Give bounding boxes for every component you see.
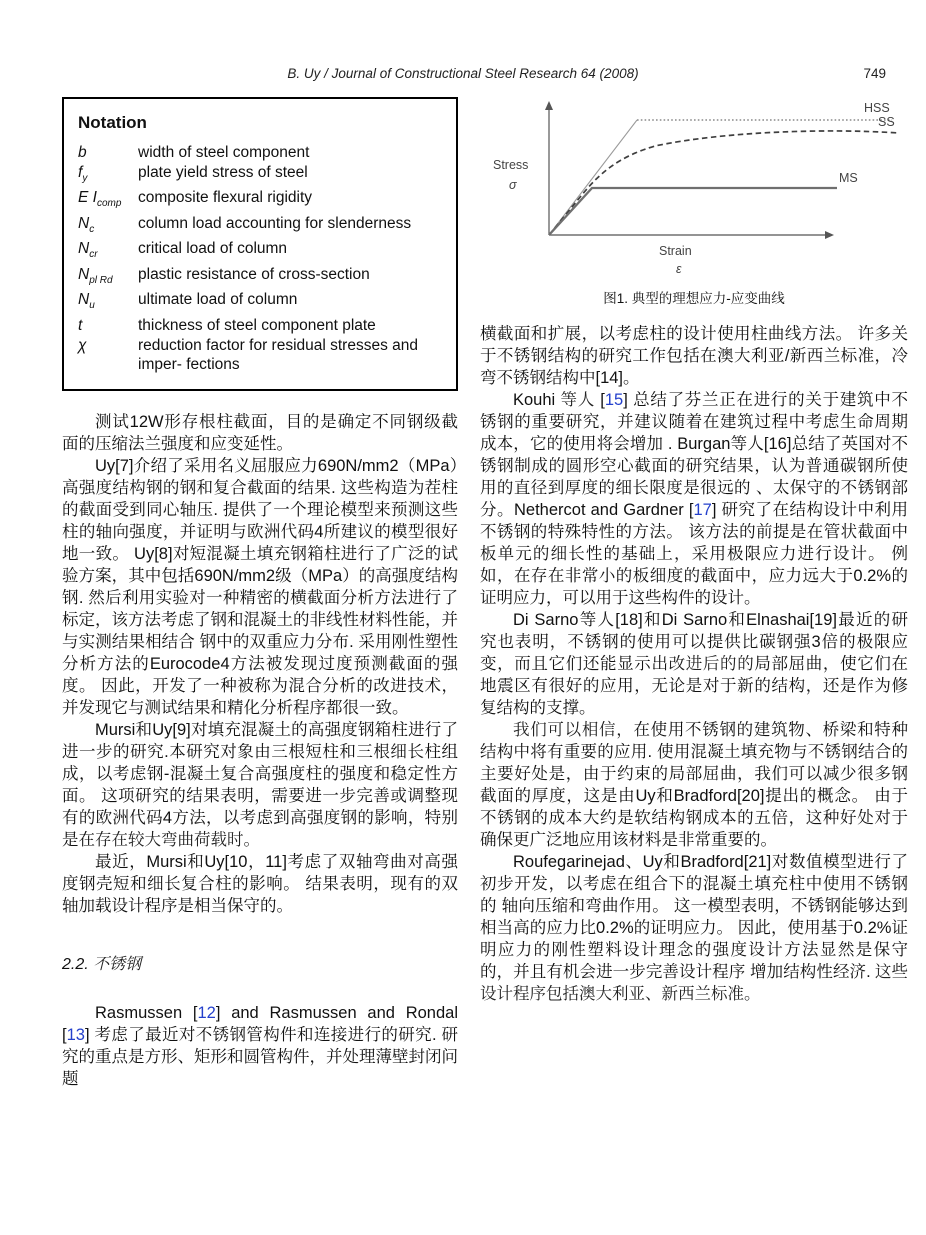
text-run: ] 研究了在结构设计中利用不锈钢的特殊特性的方法。 该方法的前提是在管状截面中板单元的细长性的基础上，采用极限应力进行设计。 例如，在存在非常小的板细度的截面中，应力远大于0.2%的证明应力，可以用于这些构件的设计。 — [480, 501, 909, 607]
page-header — [0, 66, 926, 86]
curve-label-ms: MS — [839, 171, 858, 185]
journal-running-title: B. Uy / Journal of Constructional Steel Research 64 (2008) — [287, 66, 639, 81]
text-run: 测试12W形存根柱截面，目的是确定不同钢级截面的压缩法兰强度和应变延性。 — [62, 412, 458, 453]
curve-label-hss: HSS — [864, 101, 890, 115]
paragraph — [62, 851, 458, 917]
notation-entries — [78, 143, 444, 375]
reference-link[interactable]: 13 — [66, 1025, 85, 1044]
serif-text-run: 等人 — [560, 390, 595, 409]
reference-link[interactable]: 15 — [604, 391, 624, 409]
text-run: Roufegarinejad、Uy和Bradford[21]对数值模型进行了初步开发，以考虑在组合下的混凝土填充柱中使用不锈钢的 轴向压缩和弯曲作用。 这一模型表明，不锈钢能够达到相当高的应力比0.2%的证明应力。 因此，使用基于0.2%证明应力的刚性塑料设计理念的强度设计方法显然是保守的，并且有机会进一步完善设计程序 增加结构性经济. — [480, 853, 908, 981]
text-run: Mursi和Uy[9]对填充混凝土的高强度钢箱柱进行了进一步的研究.本研究对象由三根短柱和三根细长柱组成，以考虑钢-混凝土复合高强度柱的强度和稳定性方面。 这项研究的结果表明，需要进一步完善或调整现有的欧洲代码4方法，以考虑到高强度钢的影响，特别是在 — [62, 720, 458, 849]
section-title: 不锈钢 — [93, 955, 142, 973]
x-axis-symbol: ε — [676, 262, 682, 276]
text-run: ] and Rasmussen and Rondal [ — [62, 1003, 458, 1044]
text-run: 在使用不锈钢的建筑物、桥梁和特种结构中将有重要的应用. 使用混凝土填充物与不锈钢结合的主要好处是，由于约束的局部屈曲，我们可以减少很多钢截面的厚度，这是由Uy和Bradford[20]提出的概念。 由于不锈钢的成本大约是软结构钢成本的五倍，这种好处对于确保更广泛地应用该材料是非常重要的。 — [480, 721, 909, 849]
serif-text-run: 我们可以相信， — [513, 720, 634, 739]
paragraph — [480, 851, 908, 1005]
notation-symbol: b — [78, 144, 87, 161]
right-paragraphs — [480, 323, 908, 1005]
notation-symbol: $N_{pl Rd}$ — [78, 265, 113, 286]
paragraph — [480, 719, 908, 851]
notation-entry — [78, 336, 444, 375]
curve-label-ss: SS — [878, 115, 895, 129]
notation-entry — [78, 163, 444, 189]
paragraph — [62, 411, 458, 455]
notation-definition: column load accounting for slenderness — [138, 214, 412, 232]
text-run: Kouhi — [513, 391, 561, 409]
reference-link[interactable]: 12 — [197, 1003, 216, 1022]
notation-symbol: χ — [78, 336, 87, 354]
text-run: 局部屈曲，使它们在地震区有很好的应用，无论是对于新的结构，还是作为修复结构的支撑。 — [480, 655, 909, 717]
serif-text-run: 存在较大弯曲荷载时。 — [95, 829, 260, 849]
notation-definition: reduction factor for residual stresses and imper- fections — [138, 336, 418, 374]
notation-definition: plastic resistance of cross-section — [138, 265, 370, 283]
notation-symbol: $N_{cr}$ — [78, 240, 98, 261]
paragraph — [480, 323, 908, 389]
text-run: Uy[7]介绍了采用名义屈服应力690N/mm2（MPa）高强度结构钢的钢和复合截面的结果. 这些构造为茬柱的截面受到同心轴压. 提供了一个理论模型来预测这些柱的轴向强度，并证明与欧洲代码4所建议的模型很好地一致。 Uy[8]对短混凝土填充钢箱柱进行了广泛的试验方案，其中包括690N/mm2级（MPa）的高强度结构钢. 然后利用实验对一种精密的横截面分析方法进行了标定，该方法考虑了钢和混凝土的非线性材料性能，并与实测结果相结合 钢中的双重应力分布. 采用刚性塑性分析方法的Eurocode4方法被发现过度预测截面的强度。 因此，开发了一种被称为混合分析的改进技术，并发现它与测试结果和精化分析程序都很一致。 — [62, 456, 458, 717]
x-axis-arrow-icon — [825, 231, 834, 239]
page-number: 749 — [863, 66, 886, 81]
reference-link[interactable]: 17 — [693, 501, 712, 519]
left-paragraphs — [62, 411, 458, 917]
notation-symbol: $N_c$ — [78, 214, 95, 235]
ms-curve — [549, 188, 837, 235]
notation-definition: ultimate load of column — [138, 291, 298, 309]
notation-entry — [78, 143, 444, 163]
two-column-content — [62, 97, 908, 1090]
y-axis-label: Stress — [493, 158, 529, 172]
figure-1 — [471, 97, 917, 307]
section-heading — [62, 951, 458, 974]
text-run: Di Sarno等人[18]和Di Sarno和Elnashai[19]最近的研究也表明，不锈钢的使用可以提供比碳钢强3倍的极限应变，而且它们还能显示出 — [480, 611, 908, 673]
section-number: 2.2. — [62, 955, 89, 973]
notation-symbol: E $I_{comp}$ — [78, 189, 122, 210]
y-axis-arrow-icon — [545, 101, 553, 110]
notation-entry — [78, 265, 444, 291]
serif-text-run: 这些设计程序包括澳大利亚、新西兰标准。 — [480, 962, 908, 1003]
text-run: [ — [594, 391, 605, 409]
left-paragraphs-after-heading — [62, 1002, 458, 1090]
right-column — [480, 97, 908, 1005]
paragraph — [480, 609, 908, 719]
notation-box — [62, 97, 458, 391]
notation-entry — [78, 188, 444, 214]
notation-symbol: $N_u$ — [78, 291, 95, 312]
notation-definition: width of steel component — [138, 144, 310, 161]
notation-entry — [78, 239, 444, 265]
notation-definition: critical load of column — [138, 240, 288, 258]
serif-text-run: 改进后的的 — [668, 654, 755, 673]
figure-caption: 图1. 典型的理想应力-应变曲线 — [603, 291, 785, 306]
notation-title: Notation — [78, 113, 147, 132]
text-run: 横截面和扩展，以考虑柱的设计使用柱曲线方法。 许多关于不锈钢结构的研究工作包括在澳大利亚/新西兰标准，冷弯不锈钢结构中[14]。 — [480, 325, 908, 387]
notation-symbol: $f_y$ — [78, 163, 88, 184]
paragraph — [480, 389, 908, 609]
paragraph — [62, 1002, 458, 1090]
notation-definition: composite flexural rigidity — [138, 189, 313, 207]
text-run: ] 总结了芬兰正在进行的关于建筑中不锈钢的重要研究，并建议随着在建筑过程中考虑生命周期成本，它的使用将会增加 . Burgan等人[16]总结了英国对不锈钢制成的圆形空心截面的研究结果，认为普通碳钢所使用的直径到厚度的细长限度是很远的 、太保守的不锈钢部分。Nethercot and Gardner [ — [480, 391, 909, 519]
paragraph — [62, 455, 458, 719]
notation-definition: thickness of steel component plate — [138, 317, 376, 335]
notation-symbol: t — [78, 317, 83, 335]
paragraph — [62, 719, 458, 851]
text-run: Rasmussen [ — [95, 1003, 198, 1022]
x-axis-label: Strain — [659, 244, 692, 258]
left-column — [62, 97, 458, 1090]
notation-entry — [78, 290, 444, 316]
y-axis-symbol: σ — [509, 178, 517, 192]
stress-strain-chart — [471, 97, 917, 281]
notation-entry — [78, 316, 444, 336]
notation-definition: plate yield stress of steel — [138, 163, 308, 181]
notation-entry — [78, 214, 444, 240]
text-run: ] 考虑了最近对不锈钢管构件和连接进行的研究. 研究的重点是方形、矩形和圆管构件，并处理薄壁封闭问题 — [62, 1025, 458, 1088]
text-run: 最近，Mursi和Uy[10，11]考虑了双轴弯曲对高强度钢壳短和细长复合柱的影响。 结果表明，现有的双轴加载设计程序是相当保守的。 — [62, 852, 458, 915]
